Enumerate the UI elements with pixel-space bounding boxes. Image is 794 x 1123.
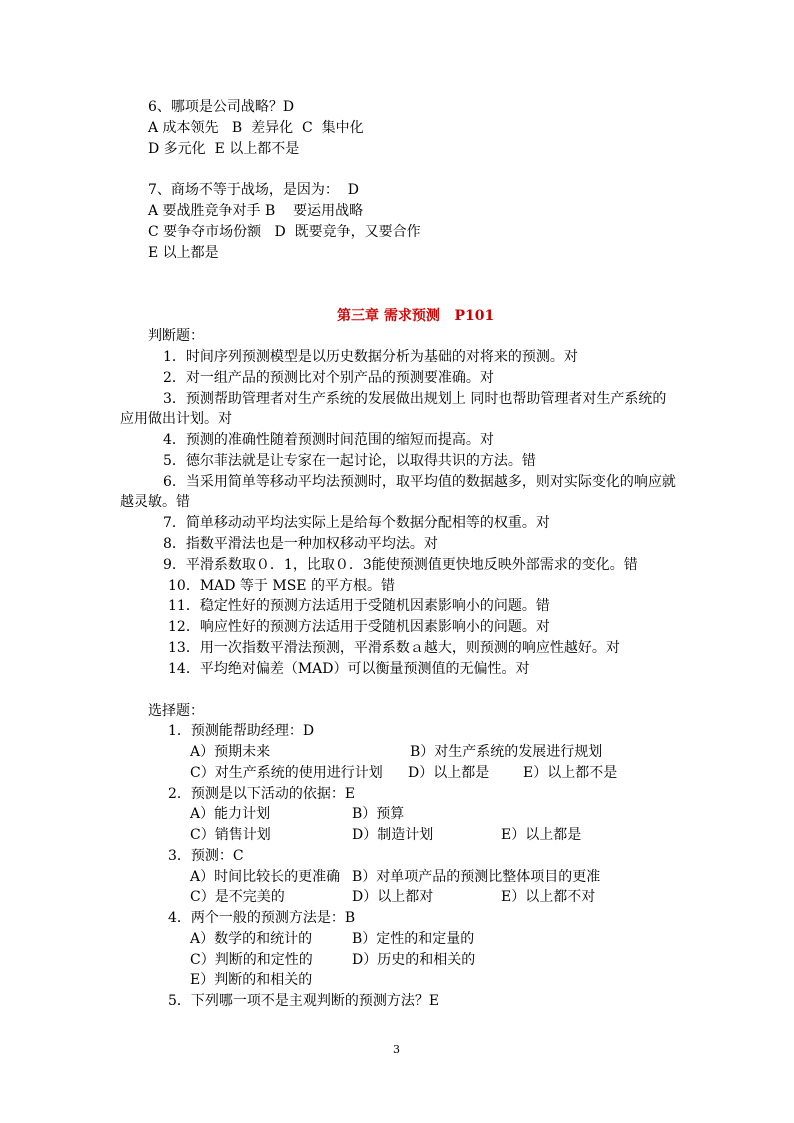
page-number: 3 [393,1043,400,1056]
judgment-item: 3．预测帮助管理者对生产系统的发展做出规划上 同时也帮助管理者对生产系统的 [163,391,667,407]
choice-q1-option-e: E）以上都不是 [523,765,618,781]
q6-stem: 6、哪项是公司战略？D [148,99,295,115]
judgment-item: 11．稳定性好的预测方法适用于受随机因素影响小的问题。错 [168,598,550,614]
choice-heading: 选择题： [148,703,204,719]
choice-q2-option-d: D）制造计划 [352,827,434,843]
choice-q2-option-c: C）销售计划 [190,827,271,843]
choice-q2-option-e: E）以上都是 [501,827,582,843]
choice-q4-option-a: A）数学的和统计的 [190,931,313,947]
choice-q4-option-b: B）定性的和定量的 [352,931,475,947]
choice-q2-option-a: A）能力计划 [190,806,271,822]
q6-options-1: A 成本领先 B 差异化 C 集中化 [148,120,364,136]
judgment-item: 10．MAD 等于 MSE 的平方根。错 [168,578,395,594]
choice-q3-option-d: D）以上都对 [352,889,434,905]
judgment-heading: 判断题： [148,328,204,344]
choice-q2-stem: 2．预测是以下活动的依据：E [168,786,356,802]
choice-q3-option-e: E）以上都不对 [501,889,596,905]
choice-q4-stem: 4．两个一般的预测方法是：B [168,910,356,926]
q7-options-2: C 要争夺市场份额 D 既要竞争，又要合作 [148,224,421,240]
q7-options-1: A 要战胜竞争对手 B 要运用战略 [148,203,364,219]
judgment-item: 1．时间序列预测模型是以历史数据分析为基础的对将来的预测。对 [163,349,578,365]
judgment-item: 13．用一次指数平滑法预测，平滑系数ａ越大，则预测的响应性越好。对 [168,640,620,656]
judgment-item: 4．预测的准确性随着预测时间范围的缩短而提高。对 [163,432,494,448]
q7-options-3: E 以上都是 [148,245,219,261]
choice-q3-option-c: C）是不完美的 [190,889,285,905]
q6-options-2: D 多元化 E 以上都不是 [148,141,300,157]
judgment-item-continued: 应用做出计划。对 [120,411,232,427]
choice-q3-stem: 3．预测：C [168,848,244,864]
judgment-item: 8．指数平滑法也是一种加权移动平均法。对 [163,536,438,552]
judgment-item: 12．响应性好的预测方法适用于受随机因素影响小的问题。对 [168,619,550,635]
choice-q5-stem: 5．下列哪一项不是主观判断的预测方法？E [168,993,440,1009]
choice-q4-option-c: C）判断的和定性的 [190,952,313,968]
judgment-item: 6．当采用简单等移动平均法预测时，取平均值的数据越多，则对实际变化的响应就 [163,474,676,490]
judgment-item: 2．对一组产品的预测比对个别产品的预测要准确。对 [163,370,494,386]
choice-q3-option-b: B）对单项产品的预测比整体项目的更准 [352,869,601,885]
choice-q1-stem: 1．预测能帮助经理：D [168,723,315,739]
choice-q1-option-b: B）对生产系统的发展进行规划 [410,744,603,760]
chapter-title: 第三章 需求预测 P101 [337,308,495,324]
choice-q4-option-e: E）判断的和相关的 [190,972,313,988]
choice-q4-option-d: D）历史的和相关的 [352,952,476,968]
judgment-item: 5．德尔菲法就是让专家在一起讨论，以取得共识的方法。错 [163,453,536,469]
judgment-item: 7．简单移动动平均法实际上是给每个数据分配相等的权重。对 [163,515,550,531]
choice-q1-option-c: C）对生产系统的使用进行计划 [190,765,383,781]
choice-q2-option-b: B）预算 [352,806,405,822]
choice-q3-option-a: A）时间比较长的更准确 [190,869,341,885]
choice-q1-option-d: D）以上都是 [408,765,490,781]
judgment-item-continued: 越灵敏。错 [120,494,190,510]
judgment-item: 14．平均绝对偏差（MAD）可以衡量预测值的无偏性。对 [168,661,530,677]
q7-stem: 7、商场不等于战场，是因为： D [148,182,360,198]
judgment-item: 9．平滑系数取０．1，比取０．3能使预测值更快地反映外部需求的变化。错 [163,557,638,573]
choice-q1-option-a: A）预期未来 [190,744,271,760]
